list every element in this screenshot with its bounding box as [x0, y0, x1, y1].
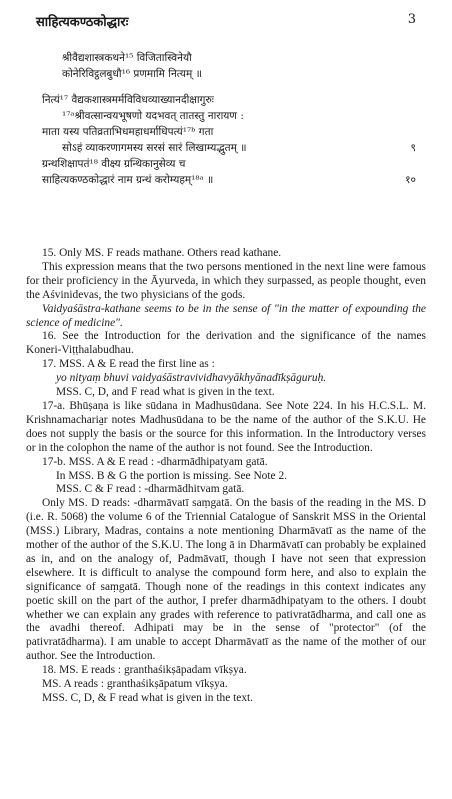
verse-text: नित्यं¹⁷ वैद्यकशास्त्रमर्मविविधव्याख्यानदीक्षागुरुः [42, 94, 214, 106]
note-18-line2: MS. A reads : granthaśikṣāpatum vīkṣya. [42, 678, 228, 691]
verse-line [62, 50, 416, 66]
note-17: 17. MSS. A & E read the first line as : [42, 358, 215, 371]
verse-line [62, 66, 416, 82]
note-17b-line2: In MSS. B & G the portion is missing. See Note 2. [56, 469, 287, 482]
verse-line [42, 92, 416, 108]
verse-text: माता यस्य पतिव्रताभिधमहाधर्माधिपत्यं¹⁷ᵇ गता [42, 126, 214, 138]
verse-text: श्रीवैद्यशास्त्रकथने¹⁵ विजितास्विनेयौ [62, 52, 192, 64]
note-17b-body: Only MS. D reads: -dharmāvatī saṃgatā. On the basis of the reading in the MS. D (i.e. R. 5068) the volume 6 of the Triennial Catalogue of Sanskrit MSS in the Oriental (MSS.) Library, Madras, contains a note mentioning Dharmāvatī as the name of the mother of the author of the S.K.U. The long ā in Dharmāvatī can probably be explained as in, and on the analogy of, Padmāvatī, though I have not seen that expression elsewhere. It is difficult to analyse the compound form here, and also to explain the significance of saṃgatā. Though none of the readings in this context indicates any poetic skill on the part of the author, I prefer dharmādhipatyam to the others. I doubt whether we can explain any grades with reference to pativratādharma, and call one as the avadhi thereof. Adhipati may be in the sense of "protector" (of the pativratādharma). I am unable to accept Dharmāvatī as the name of the mother of our author. See the Introduction. [26, 497, 426, 663]
verse-line [42, 124, 416, 140]
verse-number: ९ [410, 142, 416, 154]
verse-line [42, 156, 416, 172]
footnotes [26, 247, 426, 706]
verse-text: कोनेरिविट्ठलबुधौ¹⁶ प्रणमामि नित्यम् ॥ [62, 68, 202, 80]
verse-line [42, 172, 416, 188]
note-18-line3: MSS. C, D, & F read what is given in the text. [42, 692, 254, 704]
note-17b: 17-b. MSS. A & E read : -dharmādhipatyam gatā. [42, 455, 268, 468]
verse-text: ¹⁷ᵃश्रीवत्सान्वयभूषणो यदभवत् तातस्तु नारायण : [62, 110, 244, 122]
page-number: 3 [407, 12, 416, 27]
note-17b-line3: MSS. C & F read : -dharmādhitvam gatā. [56, 483, 245, 496]
verse-line [62, 108, 416, 124]
verse-number: १० [405, 174, 416, 186]
page-header [36, 12, 416, 32]
verse-block [42, 50, 416, 188]
note-15: 15. Only MS. F reads mathane. Others read kathane. [42, 247, 282, 259]
note-18: 18. MS. E reads : granthaśikṣāpadam vīkṣya. [42, 664, 247, 677]
verse-text: साहित्यकण्ठकोद्धारं नाम ग्रन्थं करोम्यहम्¹⁸ᵃ ॥ [42, 174, 214, 186]
verse-text: ग्रन्थशिक्षापतं¹⁸ वीक्ष्य ग्रन्थिकानुसेव्य च [42, 158, 186, 170]
note-17-reading2: MSS. C, D, and F read what is given in the text. [56, 386, 275, 399]
note-15-body2: Vaidyaśāstra-kathane seems to be in the sense of "in the matter of expounding the science of medicine". [26, 302, 426, 329]
note-17-reading: yo nityaṃ bhuvi vaidyaśāstravividhavyākhyānadīkṣāguruḥ. [56, 372, 327, 385]
note-17a: 17-a. Bhūṣaṇa is like sūdana in Madhusūdana. See Note 224. In his H.C.S.L. M. Krishnamacharia̱r notes Madhusūdana to be the name of the author of the S.K.U. He does not supply the basis or the source for this information. In the Introductory verses or in the colophon the name of the author is not found. See the Introduction. [26, 399, 426, 454]
running-title: साहित्यकण्ठकोद्धारः [36, 15, 129, 30]
verse-line [62, 140, 416, 156]
note-16: 16. See the Introduction for the derivation and the significance of the names Koneri-Viṭṭhalabudhau. [26, 330, 426, 357]
verse-text: सोऽहं व्याकरणागमस्य सरसं सारं लिखाम्यद्भुतम् ॥ [62, 142, 247, 154]
note-15-body: This expression means that the two persons mentioned in the next line were famous for their proficiency in the Āyurveda, in which they surpassed, as people thought, even the Aśvinidevas, the two physicians of the gods. [26, 260, 426, 301]
